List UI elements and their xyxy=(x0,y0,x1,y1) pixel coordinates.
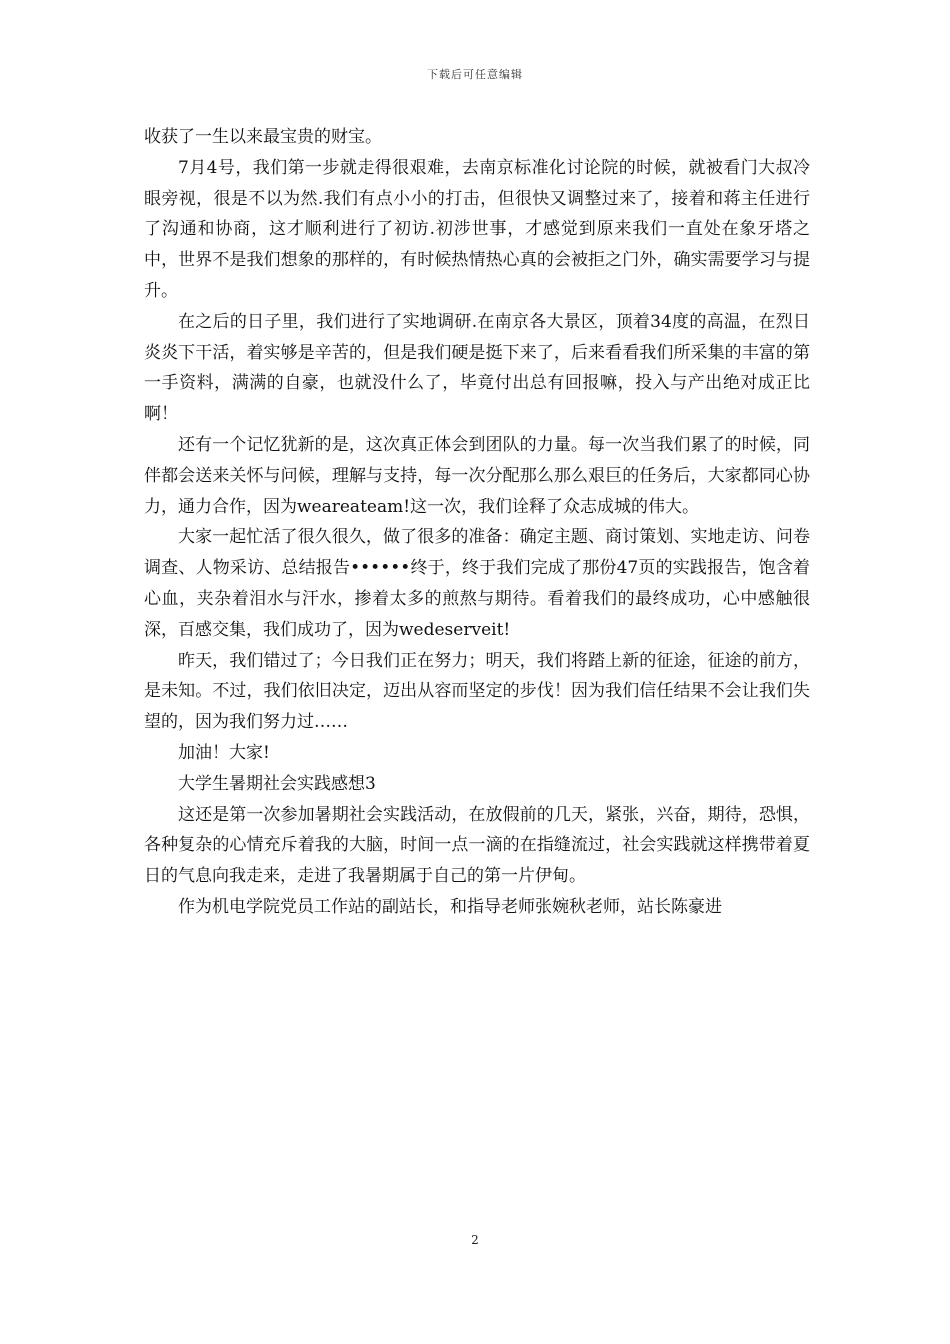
section-heading: 大学生暑期社会实践感想3 xyxy=(178,773,376,794)
paragraph-5: 大家一起忙活了很久很久，做了很多的准备：确定主题、商讨策划、实地走访、问卷调查、人物采访、总结报告••••••终于，终于我们完成了那份47页的实践报告，饱含着心血，夹杂着泪水与汗水，掺着太多的煎熬与期待。看着我们的最终成功，心中感触很深，百感交集，我们成功了，因为wedeserveit! xyxy=(144,527,810,640)
document-body xyxy=(144,122,810,923)
page-number: 2 xyxy=(471,1233,479,1247)
paragraph-10: 作为机电学院党员工作站的副站长，和指导老师张婉秋老师，站长陈豪进 xyxy=(178,896,722,917)
paragraph-1: 收获了一生以来最宝贵的财宝。 xyxy=(144,127,382,147)
paragraph-7: 加油！大家! xyxy=(178,742,270,763)
paragraph-4: 还有一个记忆犹新的是，这次真正体会到团队的力量。每一次当我们累了的时候，同伴都会送来关怀与问候，理解与支持，每一次分配那么那么艰巨的任务后，大家都同心协力，通力合作，因为weareateam!这一次，我们诠释了众志成城的伟大。 xyxy=(144,434,810,517)
paragraph-2: 7月4号，我们第一步就走得很艰难，去南京标准化讨论院的时候，就被看门大叔冷眼旁视，很是不以为然.我们有点小小的打击，但很快又调整过来了，接着和蒋主任进行了沟通和协商，这才顺利进行了初访.初涉世事，才感觉到原来我们一直处在象牙塔之中，世界不是我们想象的那样的，有时候热情热心真的会被拒之门外，确实需要学习与提升。 xyxy=(144,157,810,301)
paragraph-9: 这还是第一次参加暑期社会实践活动，在放假前的几天，紧张，兴奋，期待，恐惧，各种复杂的心情充斥着我的大脑，时间一点一滴的在指缝流过，社会实践就这样携带着夏日的气息向我走来，走进了我暑期属于自己的第一片伊甸。 xyxy=(144,804,810,887)
paragraph-3: 在之后的日子里，我们进行了实地调研.在南京各大景区，顶着34度的高温，在烈日炎炎下干活，着实够是辛苦的，但是我们硬是挺下来了，后来看看我们所采集的丰富的第一手资料，满满的自豪，也就没什么了，毕竟付出总有回报嘛，投入与产出绝对成正比啊！ xyxy=(144,311,810,425)
paragraph-6: 昨天，我们错过了；今日我们正在努力；明天，我们将踏上新的征途，征途的前方，是未知。不过，我们依旧决定，迈出从容而坚定的步伐！因为我们信任结果不会让我们失望的，因为我们努力过…… xyxy=(144,650,810,733)
page-header: 下载后可任意编辑 xyxy=(427,68,523,81)
